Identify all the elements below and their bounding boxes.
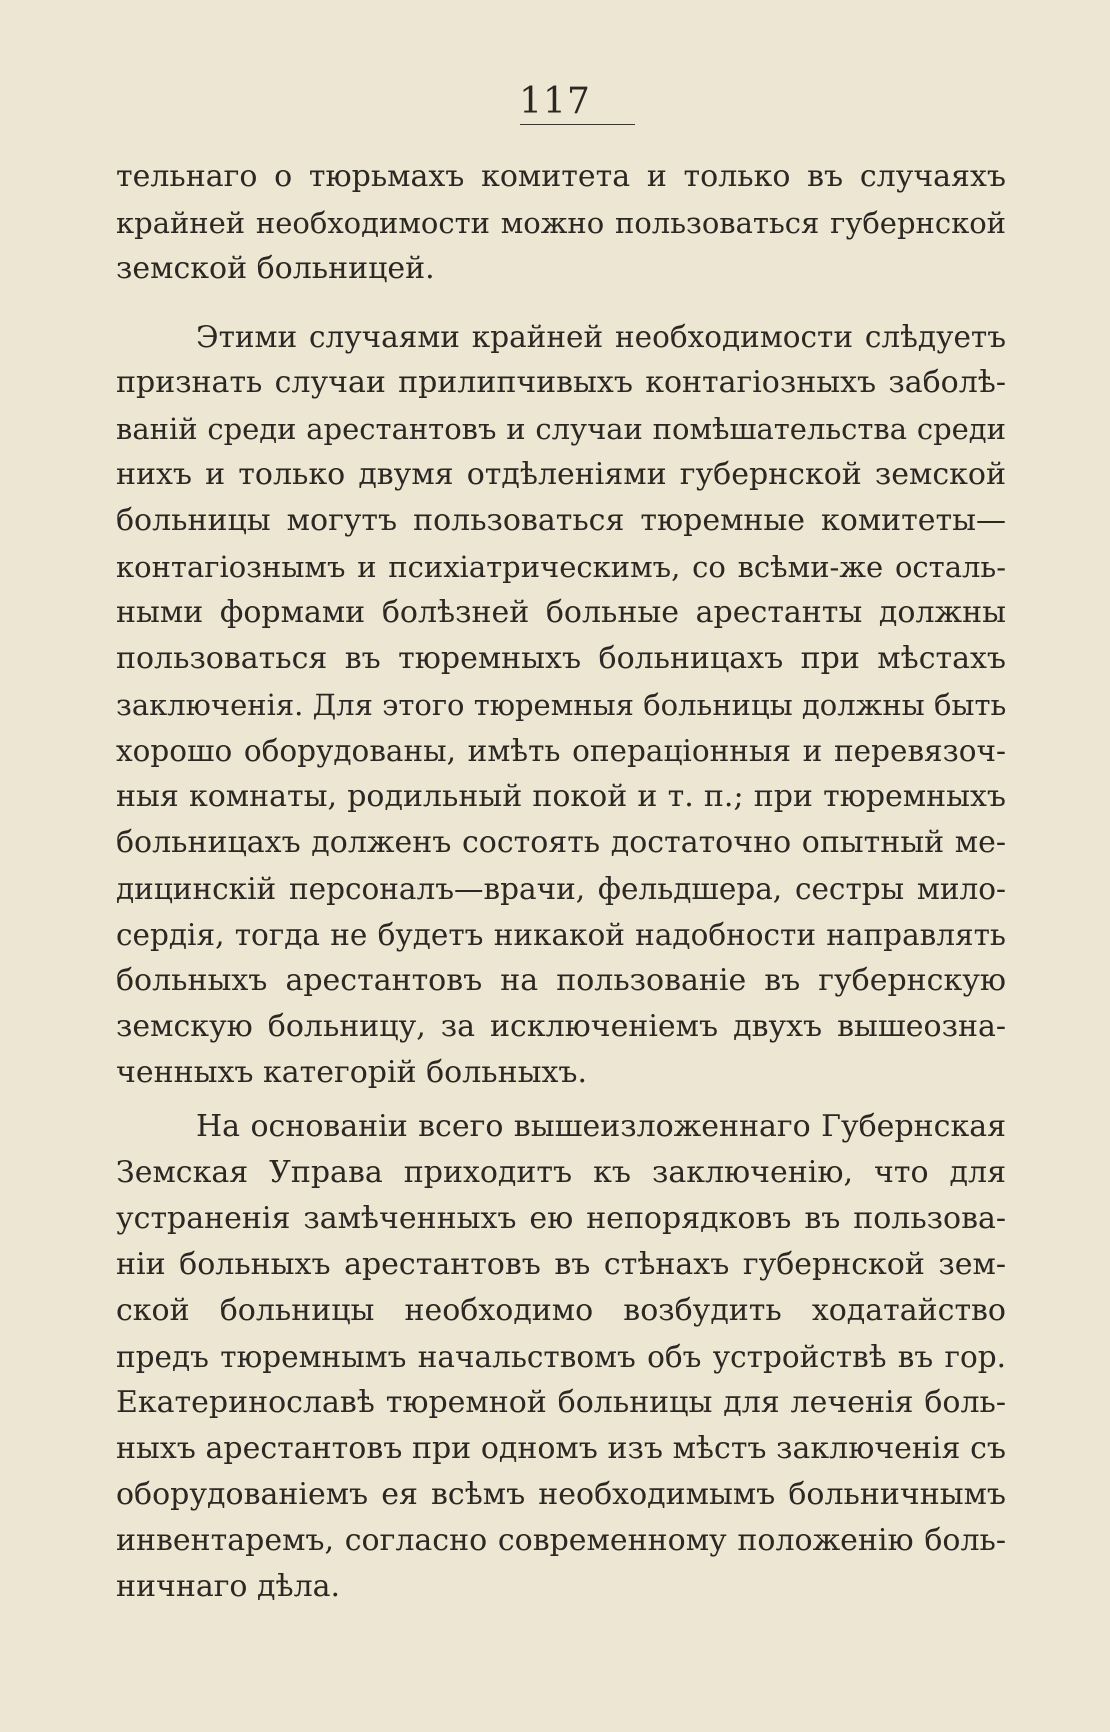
page-number: 117 (519, 81, 591, 122)
text-line: пользоваться въ тюремныхъ больницахъ при мѣстахъ (116, 641, 1006, 676)
text-line: ніи больныхъ арестантовъ въ стѣнахъ губернской зем- (116, 1247, 1006, 1282)
text-line: крайней необходимости можно пользоваться губернской (116, 206, 1006, 240)
page-number-rule (520, 124, 635, 125)
text-line: сердія, тогда не будетъ никакой надобности направлять (116, 918, 1006, 952)
text-line: ныя комнаты, родильный покой и т. п.; при тюремныхъ (116, 779, 1006, 814)
text-line: ченныхъ категорій больныхъ. (116, 1055, 588, 1090)
text-line: заключенія. Для этого тюремныя больницы должны быть (116, 688, 1007, 722)
text-line: ными формами болѣзней больные арестанты должны (116, 595, 1006, 630)
text-line: больницахъ долженъ состоять достаточно опытный ме- (116, 825, 1006, 860)
text-line: оборудованіемъ ея всѣмъ необходимымъ больничнымъ (116, 1477, 1006, 1512)
text-line: устраненія замѣченныхъ ею непорядковъ въ пользова- (116, 1201, 1006, 1236)
paragraph-1 (116, 154, 1006, 292)
text-line: ничнаго дѣла. (116, 1569, 341, 1604)
text-line: Этими случаями крайней необходимости слѣдуетъ (196, 320, 1006, 354)
text-line: ваній среди арестантовъ и случаи помѣшательства среди (116, 412, 1006, 446)
text-line: контагіознымъ и психіатрическимъ, со всѣми-же осталь- (116, 550, 1006, 584)
text-line: предъ тюремнымъ начальствомъ объ устройствѣ въ гор. (116, 1340, 1006, 1374)
text-line: ской больницы необходимо возбудить ходатайство (116, 1293, 1006, 1328)
paragraph-2 (116, 314, 1006, 1096)
text-line: На основаніи всего вышеизложеннаго Губернская (196, 1109, 1006, 1144)
text-line: Екатеринославѣ тюремной больницы для леченія боль- (116, 1385, 1006, 1420)
text-line: земскую больницу, за исключеніемъ двухъ вышеозна- (116, 1009, 1006, 1044)
text-line: больныхъ арестантовъ на пользованіе въ губернскую (116, 963, 1006, 998)
text-line: больницы могутъ пользоваться тюремные комитеты— (116, 503, 1006, 538)
text-line: Земская Управа приходитъ къ заключенію, что для (116, 1155, 1006, 1190)
text-line: дицинскій персоналъ—врачи, фельдшера, сестры мило- (116, 872, 1006, 906)
paragraph-3 (116, 1104, 1006, 1610)
text-line: инвентаремъ, согласно современному положенію боль- (116, 1523, 1006, 1558)
text-line: ныхъ арестантовъ при одномъ изъ мѣстъ заключенія съ (116, 1431, 1006, 1466)
text-line: тельнаго о тюрьмахъ комитета и только въ случаяхъ (116, 159, 1006, 194)
text-line: нихъ и только двумя отдѣленіями губернской земской (116, 457, 1006, 492)
text-line: признать случаи прилипчивыхъ контагіозныхъ заболѣ- (116, 365, 1006, 400)
text-line: хорошо оборудованы, имѣть операціонныя и перевязоч- (116, 734, 1006, 768)
text-line: земской больницей. (116, 251, 435, 286)
